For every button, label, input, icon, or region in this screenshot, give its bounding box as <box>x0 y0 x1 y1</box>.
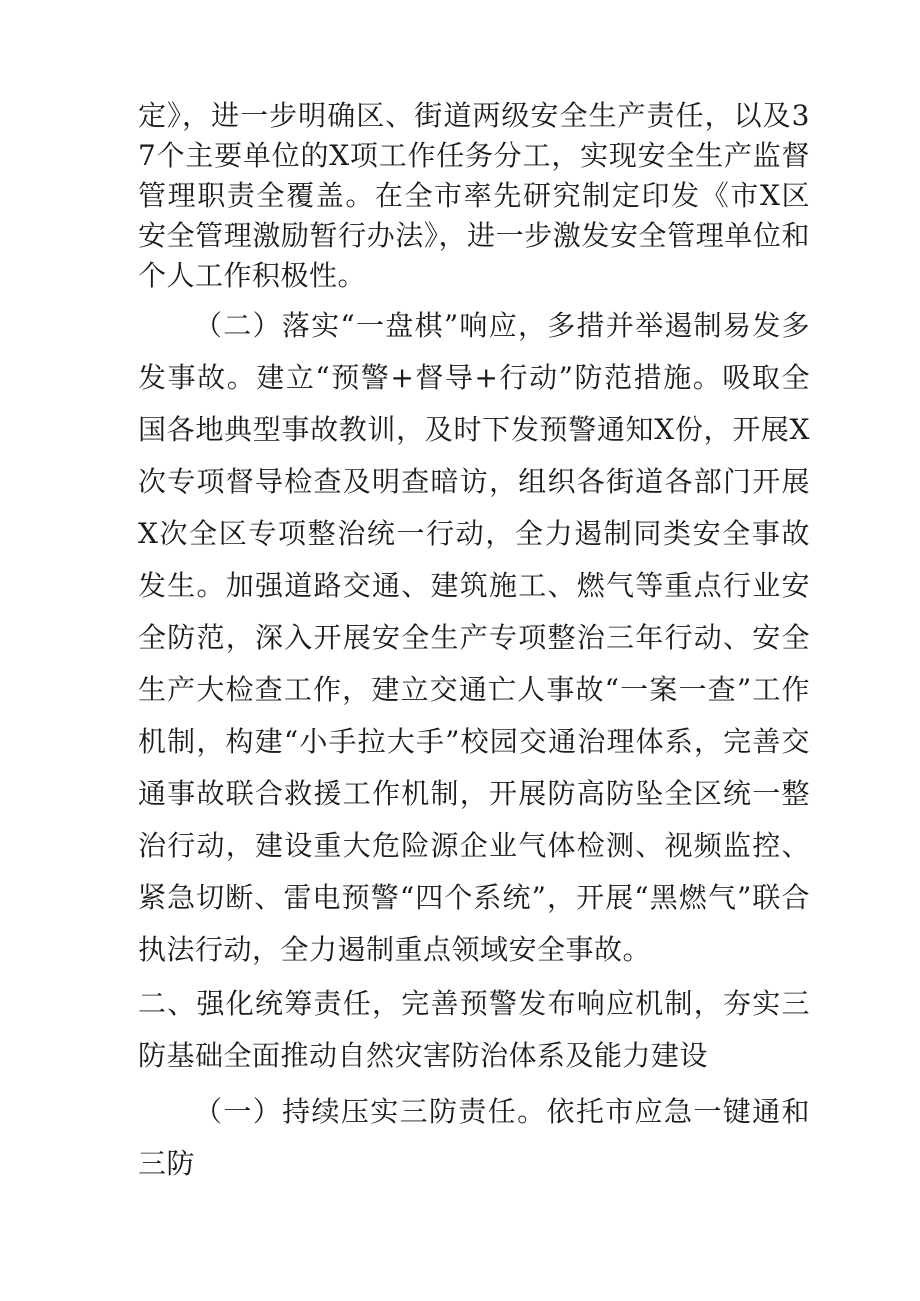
paragraph-continuation: 定》，进一步明确区、街道两级安全生产责任，以及37个主要单位的X项工作任务分工，实现安全生产监督管理职责全覆盖。在全市率先研究制定印发《市X区安全管理激励暂行办法》，进一步激发安全管理单位和个人工作积极性。 <box>138 99 810 292</box>
document-page <box>138 96 810 1190</box>
paragraph-section-2: （二）落实“一盘棋”响应，多措并举遏制易发多发事故。建立“预警+督导+行动”防范措施。吸取全国各地典型事故教训，及时下发预警通知X份，开展X次专项督导检查及明查暗访，组织各街道各部门开展X次全区专项整治统一行动，全力遏制同类安全事故发生。加强道路交通、建筑施工、燃气等重点行业安全防范，深入开展安全生产专项整治三年行动、安全生产大检查工作，建立交通亡人事故“一案一查”工作机制，构建“小手拉大手”校园交通治理体系，完善交通事故联合救援工作机制，开展防高防坠全区统一整治行动，建设重大危险源企业气体检测、视频监控、紧急切断、雷电预警“四个系统”，开展“黑燃气”联合执法行动，全力遏制重点领域安全事故。 <box>138 309 810 966</box>
section-heading-2: 二、强化统筹责任，完善预警发布响应机制，夯实三防基础全面推动自然灾害防治体系及能力建设 <box>138 987 810 1072</box>
paragraph-subsection-1: （一）持续压实三防责任。依托市应急一键通和三防 <box>138 1095 810 1180</box>
